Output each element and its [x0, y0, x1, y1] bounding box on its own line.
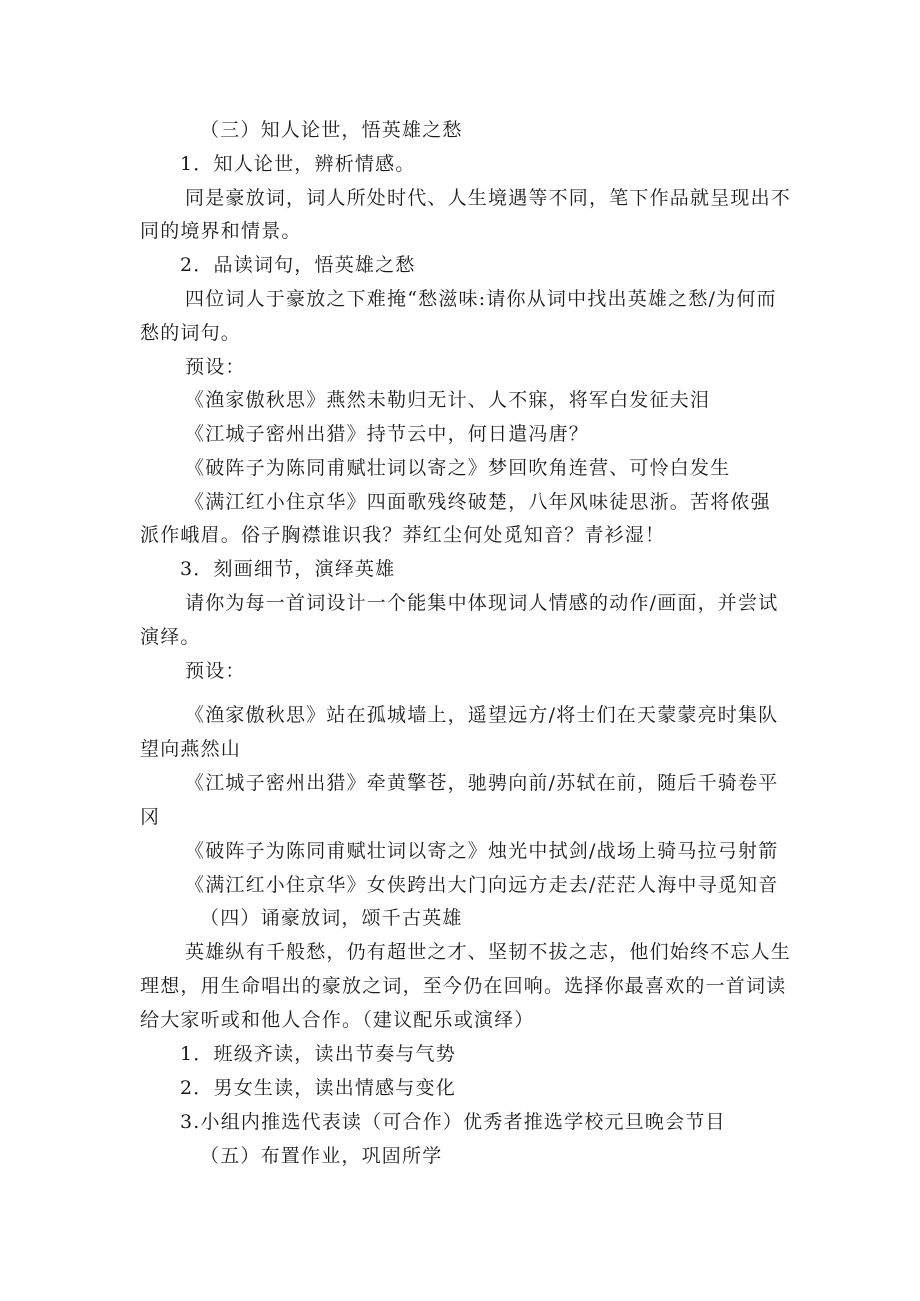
- paragraph-line: 英雄纵有千般愁，仍有超世之才、坚韧不拔之志，他们始终不忘人生: [185, 941, 792, 963]
- item-4-1: 1．班级齐读，读出节奏与气势: [180, 1043, 456, 1065]
- preset-line: 望向燕然山: [140, 738, 242, 760]
- paragraph-line: 给大家听或和他人合作。（建议配乐或演绎）: [140, 1009, 535, 1031]
- paragraph-line: 同是豪放词，词人所处时代、人生境遇等不同，笔下作品就呈现出不: [185, 187, 792, 209]
- paragraph-line: 同的境界和情景。: [140, 220, 302, 242]
- preset-line: 《渔家傲秋思》燕然未勒归无计、人不寐，将军白发征夫泪: [185, 389, 711, 411]
- preset-line: 《江城子密州出猎》牵黄擎苍，驰骋向前/苏轼在前，随后千骑卷平: [185, 772, 779, 794]
- item-4-3: 3.小组内推选代表读（可合作）优秀者推选学校元旦晚会节目: [180, 1111, 726, 1133]
- preset-line: 《满江红小住京华》四面歌残终破楚，八年风味徒思浙。苦将侬强: [185, 491, 771, 513]
- paragraph-line: 演绎。: [140, 626, 201, 648]
- preset-line: 冈: [140, 806, 161, 828]
- preset-line: 派作峨眉。俗子胸襟谁识我？莽红尘何处觅知音？青衫湿！: [140, 524, 666, 546]
- item-3-1: 1．知人论世，辨析情感。: [180, 153, 416, 175]
- item-4-2: 2．男女生读，读出情感与变化: [180, 1077, 456, 1099]
- paragraph-line: 四位词人于豪放之下难掩“愁滋味:请你从词中找出英雄之愁/为何而: [185, 288, 777, 310]
- item-3-3: 3．刻画细节，演绎英雄: [180, 558, 396, 580]
- preset-label: 预设：: [185, 356, 246, 378]
- section-5-heading: （五）布置作业，巩固所学: [200, 1145, 443, 1167]
- preset-line: 《江城子密州出猎》持节云中，何日遣冯唐？: [185, 423, 590, 445]
- preset-line: 《渔家傲秋思》站在孤城墙上，遥望远方/将士们在天蒙蒙亮时集队: [185, 704, 779, 726]
- section-3-heading: （三）知人论世，悟英雄之愁: [200, 119, 463, 141]
- preset-line: 《满江红小住京华》女侠跨出大门向远方走去/茫茫人海中寻觅知音: [185, 874, 779, 896]
- paragraph-line: 愁的词句。: [140, 322, 242, 344]
- preset-line: 《破阵子为陈同甫赋壮词以寄之》烛光中拭剑/战场上骑马拉弓射箭: [185, 840, 779, 862]
- preset-line: 《破阵子为陈同甫赋壮词以寄之》梦回吹角连营、可怜白发生: [185, 457, 731, 479]
- paragraph-line: 请你为每一首词设计一个能集中体现词人情感的动作/画面，并尝试: [185, 592, 779, 614]
- preset-label: 预设：: [185, 660, 246, 682]
- section-4-heading: （四）诵豪放词，颂千古英雄: [200, 907, 463, 929]
- paragraph-line: 理想，用生命唱出的豪放之词，至今仍在回响。选择你最喜欢的一首词读: [140, 975, 787, 997]
- item-3-2: 2．品读词句，悟英雄之愁: [180, 254, 416, 276]
